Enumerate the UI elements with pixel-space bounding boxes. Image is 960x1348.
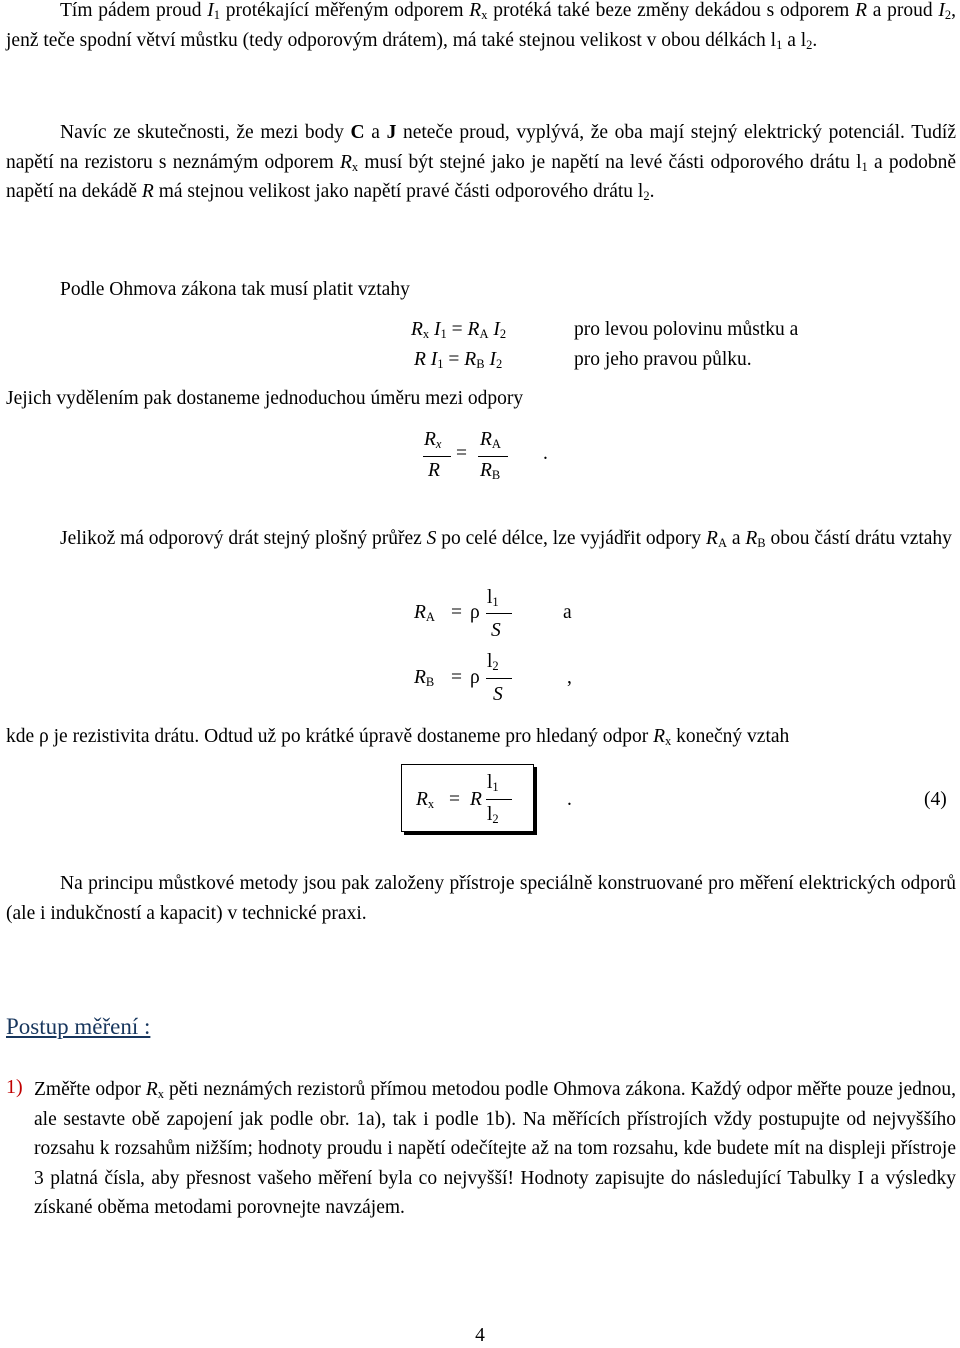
paragraph-principle: Na principu můstkové metody jsou pak založeny přístroje speciálně konstruované pro měření elektrických odporů (ale i indukčností a kapacit) v technické praxi. [6,873,956,924]
page-number: 4 [475,1325,485,1346]
paragraph-current: Tím pádem proud $I_1$ protékající měřeným odporem $R_x$ protéká také beze změny dekádou s odporem R a proud $I_2$, jenž teče spodní větví můstku (tedy odporovým drátem), má také stejnou velikost v obou délkách $l_1$ a $l_2$. [6,0,957,52]
fraction-bar [486,799,512,800]
paragraph-ohm: Podle Ohmova zákona tak musí platit vztahy [60,279,410,300]
paragraph-potential: Navíc ze skutečnosti, že mezi body C a J neteče proud, vyplývá, že oba mají stejný elektrický potenciál. Tudíž napětí na rezistoru s neznámým odporem $R_x$ musí být stejné jako je napětí na levé části odporového drátu $l_1$ a podobně napětí na dekádě R má stejnou velikost jako napětí pravé části odporového drátu $l_2$. [6,122,957,204]
fraction-bar [486,613,512,614]
equation-right-half: R $I_1 = R_B$ $I_2$ [414,349,503,371]
paragraph-wire: Jelikož má odporový drát stejný plošný průřez S po celé délce, lze vyjádřit odpory $R_A$ a $R_B$ obou částí drátu vztahy [60,528,952,550]
equation-left-half: $R_x$ $I_1 = R_A$ $I_2$ [411,319,507,341]
fraction-bar [423,456,451,457]
paragraph-resistivity: kde ρ je rezistivita drátu. Odtud už po krátké úpravě dostaneme pro hledaný odpor $R_x$ konečný vztah [6,726,790,748]
step-text: Změřte odpor $R_x$ pěti neznámých rezistorů přímou metodou podle Ohmova zákona. Každý odpor měřte pouze jednou, ale sestavte obě zapojení jak podle obr. 1a), tak i podle 1b). Na měřících přístrojích vždy postupujte od nejvyššího rozsahu k rozsahům nižším; hodnoty proudu i napětí odečítejte až na tom rozsahu, kde budete mít na displeji přístroje 3 platná čísla, aby přesnost vašeho měření byla co nejvyšší! Hodnoty zapisujte do následující Tabulky I a výsledky získané oběma metodami porovnejte navzájem. [34,1079,956,1219]
equation-right-note: pro jeho pravou půlku. [574,349,752,370]
fraction-bar [478,456,508,457]
equation-left-note: pro levou polovinu můstku a [574,319,799,340]
step-number: 1) [6,1076,23,1098]
equation-number: (4) [924,789,947,810]
fraction-bar [486,678,512,679]
section-heading: Postup měření : [6,1014,151,1039]
paragraph-division: Jejich vydělením pak dostaneme jednoduchou úměru mezi odpory [6,388,524,409]
